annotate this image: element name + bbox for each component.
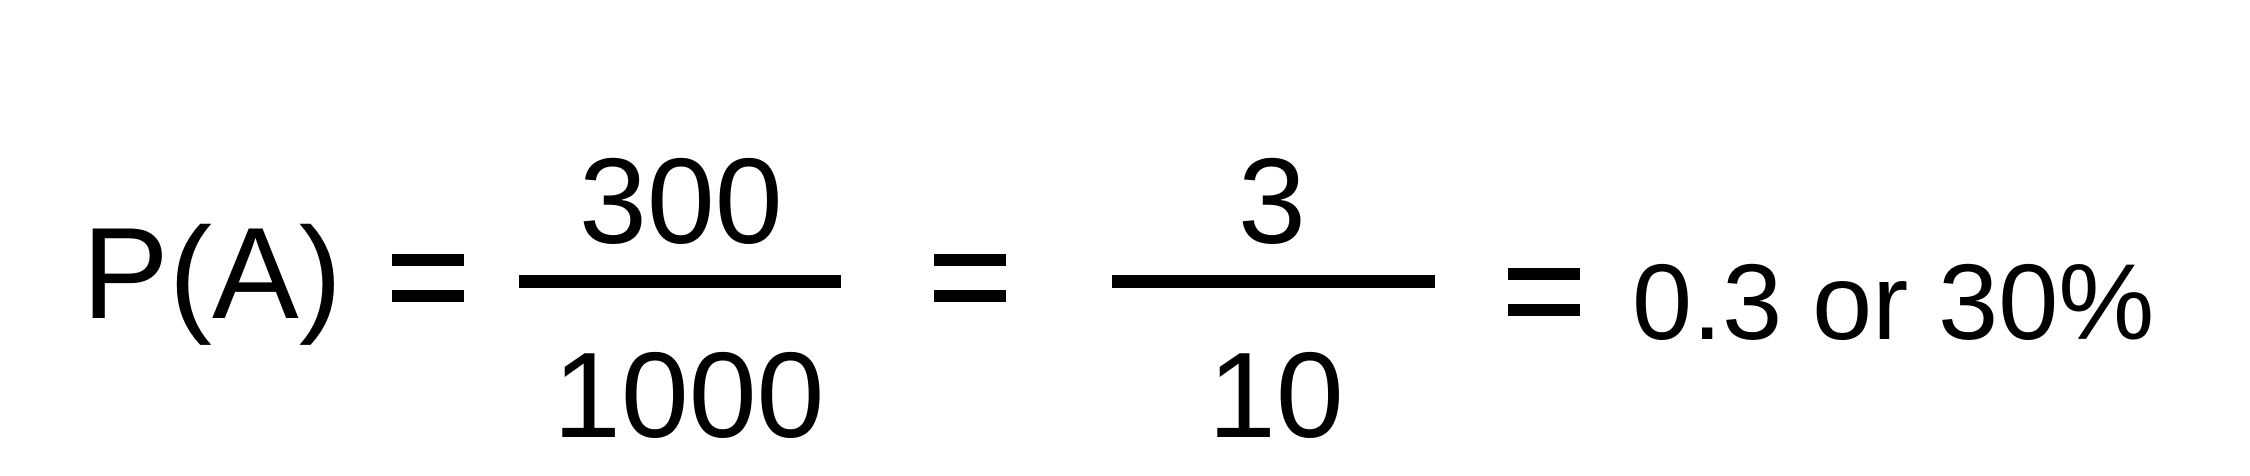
denominator-1000: 1000 [553, 327, 825, 463]
denominator-10: 10 [1208, 327, 1344, 463]
numerator-3: 3 [1238, 133, 1306, 269]
fraction-bar-1 [519, 275, 841, 288]
result-value: 0.3 or 30% [1632, 241, 2155, 362]
numerator-300: 300 [579, 133, 783, 269]
probability-expression: P(A) [82, 200, 342, 346]
fraction-bar-2 [1112, 275, 1435, 288]
